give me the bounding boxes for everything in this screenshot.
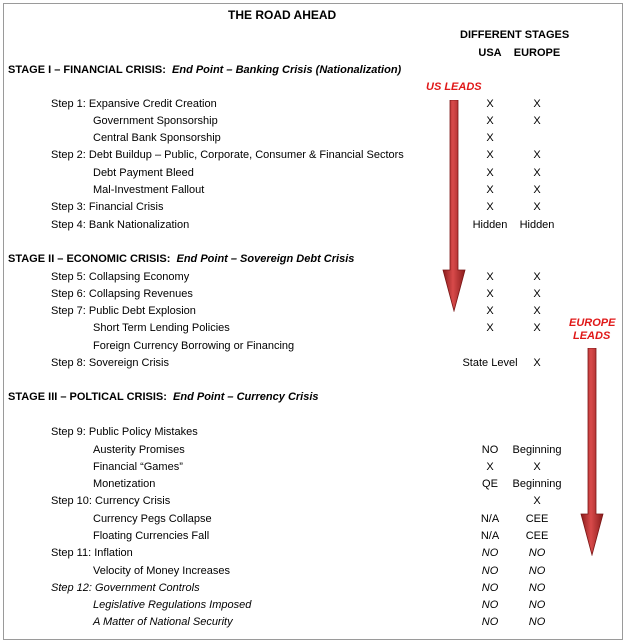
row-label: Step 10: Currency Crisis: [51, 495, 171, 507]
row-label: Velocity of Money Increases: [93, 565, 230, 577]
europe-cell: X: [533, 288, 541, 300]
usa-cell: X: [486, 201, 494, 213]
row-label: Short Term Lending Policies: [93, 322, 230, 334]
row-label: Legislative Regulations Imposed: [93, 599, 252, 611]
usa-cell: X: [486, 184, 494, 196]
row-label: Step 9: Public Policy Mistakes: [51, 426, 198, 438]
usa-cell: X: [486, 132, 494, 144]
stage-1-end-point: End Point – Banking Crisis (Nationalization): [172, 64, 402, 76]
row-label: Step 5: Collapsing Economy: [51, 271, 190, 283]
europe-cell: X: [533, 184, 541, 196]
usa-cell: NO: [481, 582, 499, 594]
row-label: Austerity Promises: [93, 444, 185, 456]
usa-cell: N/A: [480, 513, 500, 525]
europe-cell: X: [533, 495, 541, 507]
europe-cell: Beginning: [512, 444, 562, 456]
usa-cell: NO: [481, 444, 499, 456]
usa-cell: NO: [481, 599, 499, 611]
stage-1-label: STAGE I – FINANCIAL CRISIS:: [8, 64, 166, 76]
us-leads-label: US LEADS: [426, 81, 482, 93]
row-label: Step 4: Bank Nationalization: [51, 219, 190, 231]
stage-2-heading: [8, 252, 354, 266]
usa-cell: X: [486, 115, 494, 127]
row-label: Step 7: Public Debt Explosion: [51, 305, 196, 317]
europe-cell: NO: [528, 616, 546, 628]
usa-cell: X: [486, 167, 494, 179]
row-label: Step 8: Sovereign Crisis: [51, 357, 169, 369]
usa-cell: X: [486, 271, 494, 283]
usa-cell: NO: [481, 565, 499, 577]
row-label: Step 11: Inflation: [51, 547, 133, 559]
usa-cell: NO: [481, 616, 499, 628]
row-label: A Matter of National Security: [93, 616, 233, 628]
europe-cell: X: [533, 115, 541, 127]
row-label: Step 2: Debt Buildup – Public, Corporate, Consumer & Financial Sectors: [51, 149, 404, 161]
row-label: Financial “Games”: [93, 461, 183, 473]
usa-cell: X: [486, 322, 494, 334]
row-label: Government Sponsorship: [93, 115, 218, 127]
usa-cell: Hidden: [472, 219, 508, 231]
europe-cell: Beginning: [512, 478, 562, 490]
europe-cell: CEE: [525, 530, 549, 542]
usa-cell: QE: [482, 478, 498, 490]
usa-cell: X: [486, 461, 494, 473]
usa-cell: X: [486, 305, 494, 317]
stage-3-heading: [8, 390, 319, 404]
europe-column-header: EUROPE: [513, 47, 561, 59]
usa-cell: N/A: [480, 530, 500, 542]
row-label: Currency Pegs Collapse: [93, 513, 212, 525]
europe-cell: X: [533, 357, 541, 369]
europe-cell: NO: [528, 599, 546, 611]
europe-leads-arrow-icon: [579, 348, 605, 556]
usa-cell: State Level: [462, 357, 518, 369]
europe-cell: X: [533, 201, 541, 213]
usa-cell: NO: [481, 547, 499, 559]
usa-cell: X: [486, 149, 494, 161]
stage-1-heading: [8, 63, 401, 77]
europe-leads-label-line1: EUROPE: [569, 317, 616, 329]
europe-leads-label-line2: LEADS: [573, 330, 611, 342]
row-label: Central Bank Sponsorship: [93, 132, 221, 144]
stage-3-label: STAGE III – POLTICAL CRISIS:: [8, 391, 167, 403]
stage-2-label: STAGE II – ECONOMIC CRISIS:: [8, 253, 171, 265]
europe-cell: X: [533, 322, 541, 334]
stages-header: DIFFERENT STAGES: [460, 29, 570, 41]
europe-cell: NO: [528, 547, 546, 559]
europe-cell: X: [533, 461, 541, 473]
row-label: Step 3: Financial Crisis: [51, 201, 164, 213]
row-label: Floating Currencies Fall: [93, 530, 210, 542]
row-label: Monetization: [93, 478, 156, 490]
europe-cell: NO: [528, 565, 546, 577]
row-label: Step 12: Government Controls: [51, 582, 200, 594]
europe-cell: NO: [528, 582, 546, 594]
europe-cell: X: [533, 167, 541, 179]
europe-cell: CEE: [525, 513, 549, 525]
europe-cell: Hidden: [519, 219, 555, 231]
usa-cell: X: [486, 288, 494, 300]
stage-3-end-point: End Point – Currency Crisis: [173, 391, 319, 403]
row-label: Debt Payment Bleed: [93, 167, 194, 179]
row-label: Mal-Investment Fallout: [93, 184, 205, 196]
europe-cell: X: [533, 271, 541, 283]
row-label: Foreign Currency Borrowing or Financing: [93, 340, 295, 352]
europe-cell: X: [533, 98, 541, 110]
row-label: Step 6: Collapsing Revenues: [51, 288, 193, 300]
stage-2-end-point: End Point – Sovereign Debt Crisis: [176, 253, 355, 265]
usa-cell: X: [486, 98, 494, 110]
europe-cell: X: [533, 305, 541, 317]
row-label: Step 1: Expansive Credit Creation: [51, 98, 217, 110]
europe-cell: X: [533, 149, 541, 161]
usa-column-header: USA: [478, 47, 502, 59]
page-title: THE ROAD AHEAD: [228, 8, 337, 22]
